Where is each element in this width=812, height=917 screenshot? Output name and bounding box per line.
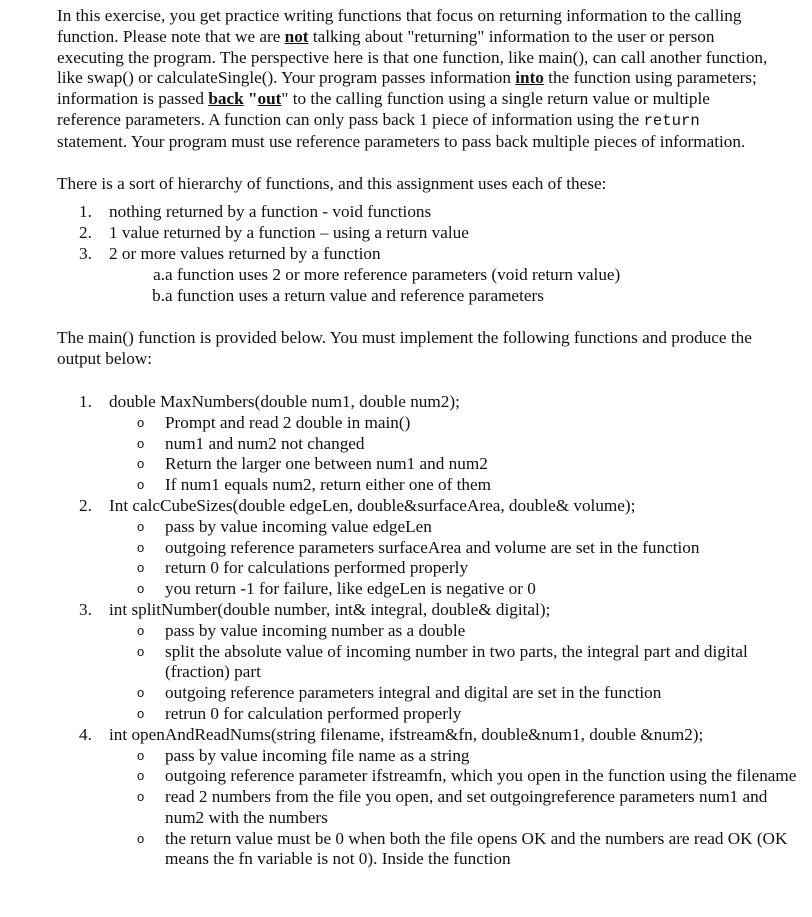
hierarchy-list (57, 202, 797, 306)
requirement-text: outgoing reference parameters integral and digital are set in the function (165, 683, 662, 703)
function-requirement (57, 517, 797, 538)
function-requirement (57, 683, 797, 704)
list-number: 1. (79, 391, 92, 411)
bullet-circle-icon: o (137, 685, 145, 701)
function-requirement (57, 434, 797, 455)
function-signature: int splitNumber(double number, int& integral, double& digital); (109, 599, 551, 619)
requirement-text: Prompt and read 2 double in main() (165, 412, 411, 432)
function-item (57, 600, 797, 621)
bullet-circle-icon: o (137, 705, 145, 721)
function-requirement (57, 704, 797, 725)
requirement-text: retrun 0 for calculation performed properly (165, 703, 462, 723)
requirement-text: split the absolute value of incoming number in two parts, the integral part and digital (fraction) part (165, 641, 748, 682)
function-requirement (57, 579, 797, 600)
hierarchy-subitem (57, 286, 797, 307)
emphasis-out: out (257, 89, 282, 109)
requirement-text: If num1 equals num2, return either one of them (165, 475, 491, 495)
requirement-text: the return value must be 0 when both the file opens OK and the numbers are read OK (OK means the fn variable is not 0). Inside the function (165, 828, 788, 869)
intro-text: In this exercise, you get practice writing functions that focus on returning information to the calling function. Please note that we are (57, 6, 742, 46)
hierarchy-item (57, 223, 797, 244)
function-signature: double MaxNumbers(double num1, double num2); (109, 391, 460, 411)
hierarchy-subitem-text: a function uses a return value and reference parameters (165, 285, 544, 305)
hierarchy-item (57, 244, 797, 265)
function-requirement (57, 829, 797, 871)
hierarchy-heading: There is a sort of hierarchy of functions, and this assignment uses each of these: (57, 173, 607, 193)
main-intro-paragraph: The main() function is provided below. You must implement the following functions and produce the output below: (57, 328, 752, 369)
intro-text: " to the calling function using a single return value or multiple reference parameters. A function can only pass back 1 piece of information using the (57, 89, 710, 129)
function-signature: int openAndReadNums(string filename, ifstream&fn, double&num1, double &num2); (109, 724, 704, 744)
hierarchy-subitem-text: a function uses 2 or more reference parameters (void return value) (165, 264, 621, 284)
function-requirement (57, 454, 797, 475)
requirement-text: num1 and num2 not changed (165, 433, 365, 453)
function-item (57, 392, 797, 413)
bullet-circle-icon: o (137, 622, 145, 638)
list-letter: b. (152, 285, 165, 305)
requirement-text: pass by value incoming number as a double (165, 620, 466, 640)
list-number: 2. (79, 223, 92, 243)
function-requirement (57, 766, 797, 787)
requirement-text: return 0 for calculations performed properly (165, 558, 469, 578)
hierarchy-item-text: 1 value returned by a function – using a return value (109, 223, 469, 243)
list-number: 4. (79, 724, 92, 744)
list-number: 3. (79, 599, 92, 619)
requirement-text: read 2 numbers from the file you open, and set outgoingreference parameters num1 and num2 with the numbers (165, 787, 768, 827)
bullet-circle-icon: o (137, 789, 145, 805)
hierarchy-subitem (57, 265, 797, 286)
bullet-circle-icon: o (137, 643, 145, 659)
function-requirement (57, 558, 797, 579)
requirement-text: outgoing reference parameter ifstreamfn, which you open in the function using the filename (165, 766, 797, 786)
hierarchy-item (57, 202, 797, 223)
function-requirement (57, 538, 797, 559)
intro-text: the function using parameters; information is passed (57, 68, 757, 109)
requirement-text: pass by value incoming file name as a string (165, 745, 470, 765)
functions-list (57, 392, 797, 870)
bullet-circle-icon: o (137, 539, 145, 555)
function-requirement (57, 475, 797, 496)
list-number: 2. (79, 495, 92, 515)
bullet-circle-icon: o (137, 456, 145, 472)
function-requirement (57, 642, 797, 684)
intro-paragraph (57, 6, 772, 153)
bullet-circle-icon: o (137, 830, 145, 846)
list-number: 3. (79, 243, 92, 263)
emphasis-into: into (515, 68, 544, 88)
function-requirement (57, 746, 797, 767)
hierarchy-item-text: 2 or more values returned by a function (109, 243, 381, 263)
emphasis-not: not (284, 26, 309, 46)
function-requirement (57, 787, 797, 829)
bullet-circle-icon: o (137, 560, 145, 576)
function-signature: Int calcCubeSizes(double edgeLen, double&surfaceArea, double& volume); (109, 495, 636, 515)
emphasis-back: back (208, 89, 244, 109)
list-number: 1. (79, 202, 92, 222)
requirement-text: you return -1 for failure, like edgeLen is negative or 0 (165, 579, 536, 599)
bullet-circle-icon: o (137, 747, 145, 763)
list-letter: a. (153, 264, 165, 284)
function-requirement (57, 413, 797, 434)
function-requirement (57, 621, 797, 642)
intro-text: " (243, 89, 258, 109)
bullet-circle-icon: o (137, 768, 145, 784)
code-return-keyword: return (643, 111, 700, 130)
document-body (57, 6, 797, 870)
bullet-circle-icon: o (137, 414, 145, 430)
requirement-text: Return the larger one between num1 and num2 (165, 454, 488, 474)
bullet-circle-icon: o (137, 477, 145, 493)
intro-text: talking about "returning" information to the user or person executing the program. The perspective here is that one function, like main(), can call another function, like swap() or calculateSingle(). Your program passes information (57, 26, 768, 88)
function-item (57, 496, 797, 517)
requirement-text: pass by value incoming value edgeLen (165, 516, 432, 536)
bullet-circle-icon: o (137, 435, 145, 451)
hierarchy-item-text: nothing returned by a function - void functions (109, 202, 432, 222)
bullet-circle-icon: o (137, 581, 145, 597)
bullet-circle-icon: o (137, 518, 145, 534)
function-item (57, 725, 797, 746)
requirement-text: outgoing reference parameters surfaceArea and volume are set in the function (165, 537, 700, 557)
intro-text: statement. Your program must use reference parameters to pass back multiple pieces of information. (57, 131, 746, 151)
